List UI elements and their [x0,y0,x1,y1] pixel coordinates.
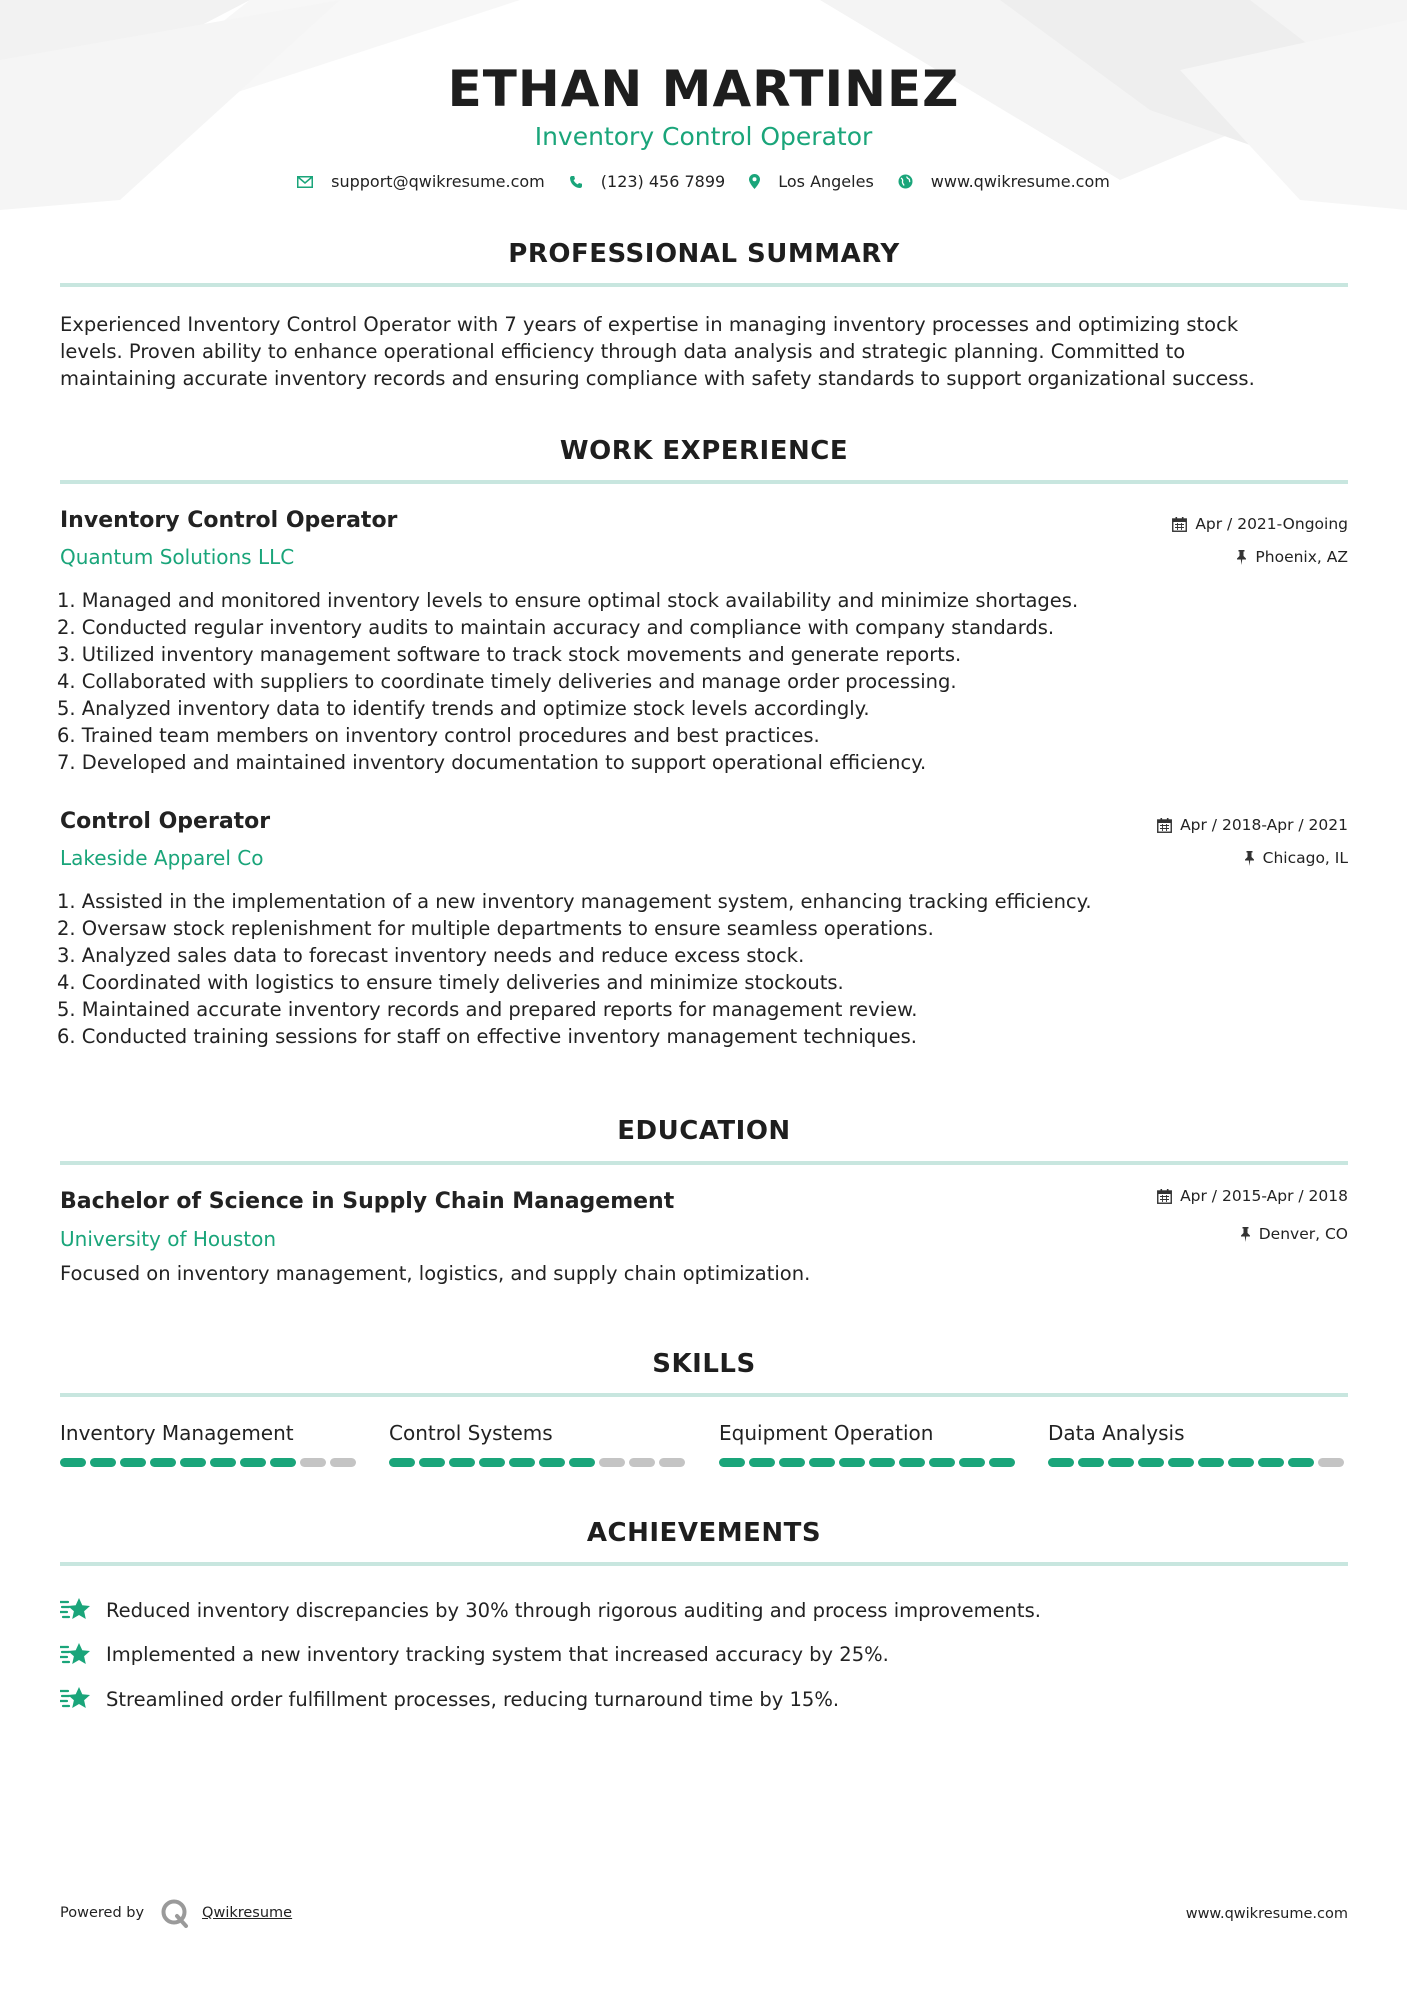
skill-level-segment [1318,1458,1344,1467]
brand-link[interactable]: Qwikresume [202,1905,293,1921]
phone-text: (123) 456 7899 [600,172,726,191]
skill-level-segment [869,1458,895,1467]
list-item: 1. Assisted in the implementation of a new inventory management system, enhancing tracking efficiency. [57,890,1092,913]
skill-level-segment [449,1458,475,1467]
skill-level-segment [1258,1458,1284,1467]
skill-level-segment [569,1458,595,1467]
job-responsibilities [57,888,1347,1050]
section-title-skills: SKILLS [652,1349,756,1379]
candidate-name: ETHAN MARTINEZ [447,60,960,118]
section-divider [60,1562,1348,1566]
skill-level-segment [120,1458,146,1467]
list-item [60,1588,1350,1633]
location-text: Los Angeles [778,172,874,191]
skill-level-segment [629,1458,655,1467]
skill-name: Equipment Operation [719,1421,934,1445]
section-title-achievements: ACHIEVEMENTS [586,1518,822,1548]
skill-item [389,1420,689,1467]
skill-level-segment [1288,1458,1314,1467]
education-description: Focused on inventory management, logistics, and supply chain optimization. [60,1262,811,1285]
section-divider [60,480,1348,484]
skill-level-bar [60,1458,360,1467]
list-item [60,1633,1350,1678]
skill-level-segment [839,1458,865,1467]
skill-level-segment [300,1458,326,1467]
skill-level-segment [809,1458,835,1467]
skill-level-segment [150,1458,176,1467]
pushpin-icon [1244,851,1255,866]
section-title-experience: WORK EXPERIENCE [559,436,849,466]
achievement-text: Implemented a new inventory tracking system that increased accuracy by 25%. [106,1643,889,1667]
degree-title: Bachelor of Science in Supply Chain Management [60,1189,675,1214]
contact-location [749,172,874,191]
achievements-list [60,1588,1350,1722]
list-item: 3. Analyzed sales data to forecast inventory needs and reduce excess stock. [57,944,805,967]
email-text: support@qwikresume.com [331,172,545,191]
summary-line: maintaining accurate inventory records and ensuring compliance with safety standards to support organizational success. [60,367,1255,390]
job-dates-text: Apr / 2018-Apr / 2021 [1180,816,1348,834]
list-item [60,1677,1350,1722]
skill-level-segment [60,1458,86,1467]
job-location [1244,849,1348,867]
skill-level-segment [240,1458,266,1467]
skill-level-segment [270,1458,296,1467]
skill-level-segment [599,1458,625,1467]
skill-level-bar [389,1458,689,1467]
job-dates [1157,816,1348,834]
skill-level-segment [989,1458,1015,1467]
job-dates [1172,515,1348,533]
globe-icon [898,174,913,189]
resume-header [0,58,1407,154]
skill-level-segment [719,1458,745,1467]
company-name: Quantum Solutions LLC [60,545,295,569]
achievement-text: Reduced inventory discrepancies by 30% through rigorous auditing and process improvements. [106,1598,1041,1622]
skill-name: Control Systems [389,1421,553,1445]
skill-level-segment [659,1458,685,1467]
candidate-title: Inventory Control Operator [534,122,873,151]
section-title-summary: PROFESSIONAL SUMMARY [508,239,900,269]
job-title: Control Operator [60,809,271,834]
skill-level-segment [210,1458,236,1467]
skill-level-segment [479,1458,505,1467]
calendar-icon [1172,517,1187,532]
star-icon [60,1641,92,1669]
summary-text [60,311,1350,392]
contact-bar [0,172,1407,191]
skill-level-segment [180,1458,206,1467]
footer-powered-by [60,1898,292,1928]
skill-level-segment [1108,1458,1134,1467]
skill-level-segment [899,1458,925,1467]
skills-list [60,1420,1350,1480]
skill-level-bar [1048,1458,1348,1467]
list-item: 4. Coordinated with logistics to ensure timely deliveries and minimize stockouts. [57,971,844,994]
skill-level-segment [419,1458,445,1467]
section-divider [60,1393,1348,1397]
skill-level-segment [959,1458,985,1467]
list-item: 5. Maintained accurate inventory records and prepared reports for management review. [57,998,918,1021]
skill-level-segment [929,1458,955,1467]
contact-phone[interactable] [569,172,725,191]
school-name: University of Houston [60,1227,277,1251]
achievement-text: Streamlined order fulfillment processes, reducing turnaround time by 15%. [106,1687,840,1711]
job-dates-text: Apr / 2021-Ongoing [1195,515,1348,533]
job-responsibilities [57,587,1347,776]
list-item: 5. Analyzed inventory data to identify trends and optimize stock levels accordingly. [57,697,870,720]
list-item: 2. Conducted regular inventory audits to maintain accuracy and compliance with company standards. [57,616,1055,639]
job-title: Inventory Control Operator [60,508,398,533]
education-location [1240,1225,1348,1243]
summary-line: levels. Proven ability to enhance operational efficiency through data analysis and strategic planning. Committed to [60,340,1186,363]
skill-level-segment [1198,1458,1224,1467]
section-title-education: EDUCATION [617,1116,791,1146]
skill-level-segment [1048,1458,1074,1467]
skill-level-segment [389,1458,415,1467]
skill-item [719,1420,1019,1467]
envelope-icon [297,176,313,188]
job-location [1236,548,1348,566]
star-icon [60,1596,92,1624]
skill-level-segment [90,1458,116,1467]
education-location-text: Denver, CO [1258,1225,1348,1243]
list-item: 6. Trained team members on inventory control procedures and best practices. [57,724,820,747]
contact-website[interactable] [898,172,1110,191]
calendar-icon [1157,818,1172,833]
skill-item [1048,1420,1348,1467]
footer-website[interactable]: www.qwikresume.com [1185,1906,1348,1922]
pushpin-icon [1240,1227,1251,1242]
phone-icon [569,175,583,189]
skill-level-segment [509,1458,535,1467]
skill-level-segment [1078,1458,1104,1467]
contact-email[interactable] [297,172,545,191]
qwikresume-logo-icon [160,1898,190,1928]
skill-level-segment [749,1458,775,1467]
skill-name: Inventory Management [60,1421,294,1445]
pushpin-icon [1236,550,1247,565]
company-name: Lakeside Apparel Co [60,846,264,870]
skill-level-segment [1168,1458,1194,1467]
star-icon [60,1685,92,1713]
skill-name: Data Analysis [1048,1421,1185,1445]
section-divider [60,1161,1348,1165]
website-text: www.qwikresume.com [930,172,1110,191]
skill-level-segment [1228,1458,1254,1467]
powered-by-label: Powered by [60,1905,145,1921]
list-item: 3. Utilized inventory management software to track stock movements and generate reports. [57,643,962,666]
list-item: 7. Developed and maintained inventory documentation to support operational efficiency. [57,751,927,774]
list-item: 6. Conducted training sessions for staff on effective inventory management techniques. [57,1025,917,1048]
list-item: 4. Collaborated with suppliers to coordinate timely deliveries and manage order processing. [57,670,957,693]
job-location-text: Phoenix, AZ [1255,548,1348,566]
section-divider [60,283,1348,287]
skill-item [60,1420,360,1467]
skill-level-segment [539,1458,565,1467]
education-dates [1157,1187,1348,1205]
skill-level-segment [1138,1458,1164,1467]
job-location-text: Chicago, IL [1262,849,1348,867]
list-item: 1. Managed and monitored inventory levels to ensure optimal stock availability and minimize shortages. [57,589,1079,612]
calendar-icon [1157,1189,1172,1204]
summary-line: Experienced Inventory Control Operator with 7 years of expertise in managing inventory processes and optimizing stock [60,313,1239,336]
skill-level-bar [719,1458,1019,1467]
education-dates-text: Apr / 2015-Apr / 2018 [1180,1187,1348,1205]
skill-level-segment [330,1458,356,1467]
skill-level-segment [779,1458,805,1467]
list-item: 2. Oversaw stock replenishment for multiple departments to ensure seamless operations. [57,917,934,940]
map-pin-icon [749,174,760,189]
